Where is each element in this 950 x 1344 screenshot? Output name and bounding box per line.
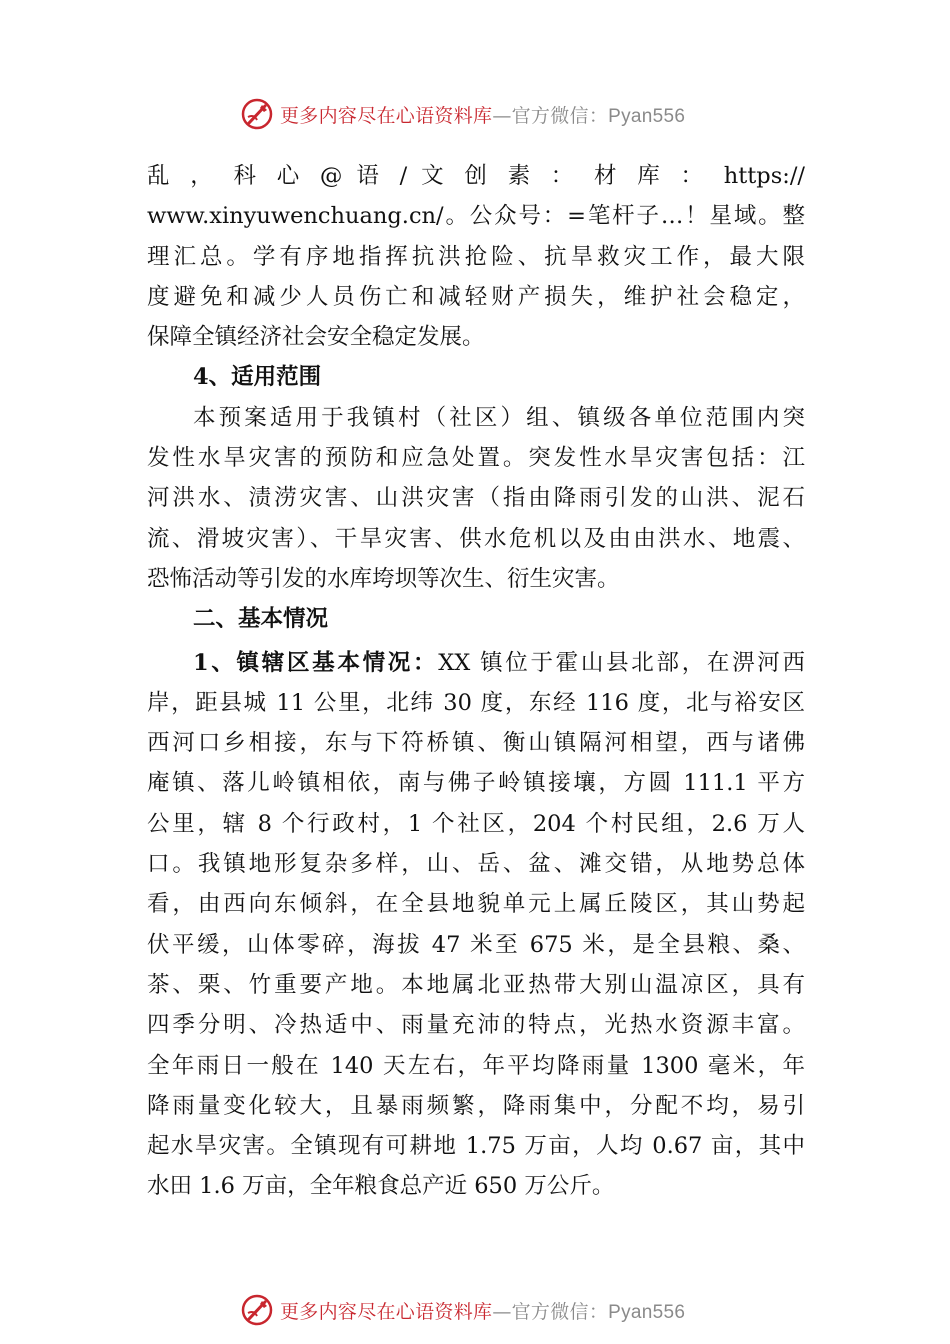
text-line: 看，由西向东倾斜，在全县地貌单元上属丘陵区，其山势起: [147, 891, 805, 918]
text-line: 四季分明、冷热适中、雨量充沛的特点，光热水资源丰富。: [147, 1012, 805, 1039]
text-line: 全年雨日一般在 140 天左右，年平均降雨量 1300 毫米，年: [147, 1052, 805, 1079]
text-line: 度避免和减少人员伤亡和减轻财产损失，维护社会稳定，: [147, 283, 805, 310]
text-line: 岸，距县城 11 公里，北纬 30 度，东经 116 度，北与裕安区: [147, 689, 805, 716]
section1-heading: 1、镇辖区基本情况：: [193, 649, 439, 676]
text-line: 恐怖活动等引发的水库垮坝等次生、衍生灾害。: [147, 565, 620, 592]
footer-official-label: 官方微信：: [511, 1300, 609, 1323]
text-line: 保障全镇经济社会安全稳定发展。: [147, 324, 485, 351]
banner-handle: Pyan556: [608, 105, 686, 127]
footer-dash: —: [492, 1300, 512, 1323]
text-line: 流、滑坡灾害）、干旱灾害、供水危机以及由由洪水、地震、: [147, 525, 805, 552]
pen-logo-icon: [240, 97, 274, 131]
text-line: 起水旱灾害。全镇现有可耕地 1.75 万亩，人均 0.67 亩，其中: [147, 1133, 805, 1160]
section-heading: 4、适用范围: [193, 364, 322, 391]
banner-official-label: 官方微信：: [511, 104, 609, 127]
text-line: 理汇总。学有序地指挥抗洪抢险、抗旱救灾工作，最大限: [147, 243, 805, 270]
text-line: 口。我镇地形复杂多样，山、岳、盆、滩交错，从地势总体: [147, 851, 805, 878]
text-line: 西河口乡相接，东与下符桥镇、衡山镇隔河相望，西与诸佛: [147, 730, 805, 757]
section-heading: 二、基本情况: [193, 606, 329, 633]
header-banner: [0, 94, 950, 134]
footer-brand-text: 更多内容尽在心语资料库: [280, 1300, 493, 1323]
pen-logo-icon: [240, 1293, 274, 1327]
text-line: 发性水旱灾害的预防和应急处置。突发性水旱灾害包括：江: [147, 445, 805, 472]
text-line: 茶、栗、竹重要产地。本地属北亚热带大别山温凉区，具有: [147, 971, 805, 998]
banner-brand-text: 更多内容尽在心语资料库: [280, 104, 493, 127]
text-line: www.xinyuwenchuang.cn/。公众号：=笔杆子…！星域。整: [147, 203, 805, 230]
text-line: 伏平缓，山体零碎，海拔 47 米至 675 米，是全县粮、桑、: [147, 931, 805, 958]
section1-lead-text: XX 镇位于霍山县北部，在淠河西: [438, 649, 805, 676]
section1-first-line: [147, 643, 805, 683]
banner-dash: —: [492, 104, 512, 127]
text-line: 本预案适用于我镇村（社区）组、镇级各单位范围内突: [193, 404, 805, 431]
text-line: 河洪水、渍涝灾害、山洪灾害（指由降雨引发的山洪、泥石: [147, 485, 805, 512]
document-body: [147, 156, 805, 1207]
text-line: 公里，辖 8 个行政村，1 个社区，204 个村民组，2.6 万人: [147, 810, 805, 837]
section1-paragraph: [147, 683, 805, 1167]
paragraph-lines: [147, 156, 805, 640]
footer-banner: [0, 1290, 950, 1330]
text-line: 庵镇、落儿岭镇相依，南与佛子岭镇接壤，方圆 111.1 平方: [147, 770, 805, 797]
footer-handle: Pyan556: [608, 1301, 686, 1323]
text-line: 降雨量变化较大，且暴雨频繁，降雨集中，分配不均，易引: [147, 1092, 805, 1119]
section1-last-line: 水田 1.6 万亩，全年粮食总产近 650 万公斤。: [147, 1173, 615, 1200]
text-line: 乱 ， 科 心 @ 语 / 文 创 素 ： 材 库 ： https://: [147, 163, 805, 189]
